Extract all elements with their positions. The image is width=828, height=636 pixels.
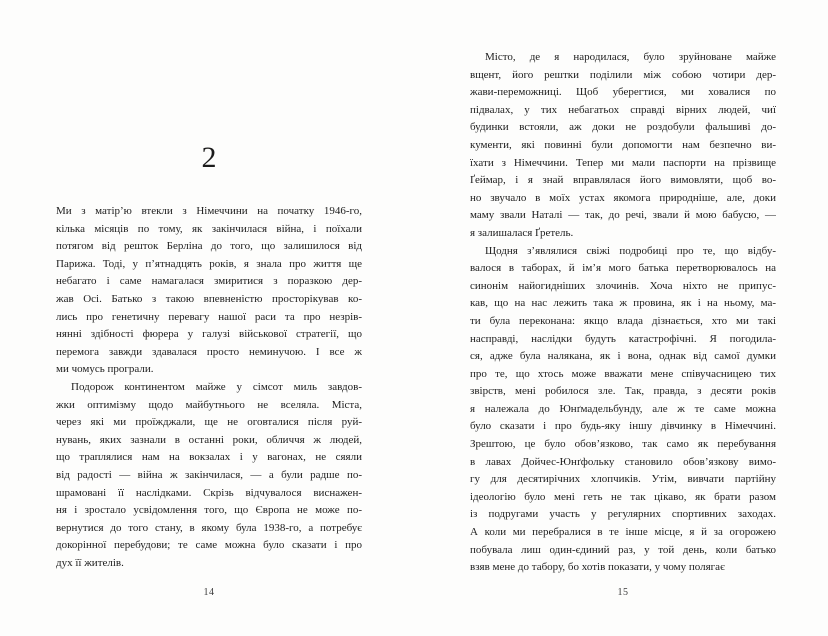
text-line: ми чомусь програли.	[56, 363, 154, 376]
text-line: докорінної перебудови; те саме можна було сказати і про	[56, 539, 362, 552]
text-line: жки оптимізму щодо майбутнього не вселяла. Міста,	[56, 398, 362, 411]
text-line: було сказати і про будь-яку іншу дівчинку в Німеччині.	[470, 420, 776, 433]
text-line: синонім найогидніших злочинів. Хоча ніхто не припус-	[470, 279, 776, 292]
text-line: ня і зростало усвідомлення того, що Європа не може по-	[56, 504, 362, 517]
text-line: Парижа. Тоді, у п’ятнадцять років, я знала про життя ще	[56, 257, 362, 270]
text-line: вщент, його рештки поділили між собою чотири дер-	[470, 68, 776, 81]
page-right	[470, 0, 776, 636]
text-line: від радості — війна ж закінчилася, — а були радше по-	[56, 468, 362, 481]
text-line: звірств, мені робилося зле. Так, правда, з десяти років	[470, 385, 776, 398]
text-line: в лавах Дойчес-Юнґфольку становило обов’язкову вимо-	[470, 455, 776, 468]
text-line: кав, що на нас лежить така ж провина, як і на ньому, ма-	[470, 297, 776, 310]
text-line: кументи, які повинні були допомогти нам безпечно ви-	[470, 138, 776, 151]
text-line: валося в таборах, й ім’я мого батька перетворювалось на	[470, 262, 776, 275]
page-number-left: 14	[203, 587, 215, 598]
text-line: підвалах, у тих небагатьох справді вірних людей, чиї	[470, 103, 776, 116]
text-line: небагато і саме намагалася змиритися з поразкою дер-	[56, 275, 362, 288]
text-line: лись про генетичну перевагу нашої раси та про незрів-	[56, 310, 362, 323]
page-left-text	[56, 203, 362, 572]
text-line: перемога завжди здавалася просто неминучою. І все ж	[56, 345, 362, 358]
text-line: насправді, наслідки будуть катастрофічні. Я погодила-	[470, 332, 776, 345]
text-line: Зрештою, це було обов’язково, так само як перебування	[470, 438, 776, 451]
text-line: нувань, яких зазнали в останні роки, обличчя ж людей,	[56, 433, 362, 446]
text-line: взяв мене до табору, бо хотів показати, у чому полягає	[470, 561, 725, 574]
text-line: Ми з матір’ю втекли з Німеччини на початку 1946-го,	[56, 205, 362, 217]
chapter-number: 2	[201, 141, 217, 174]
text-line: із подругами участь у регулярних спортивних заходах.	[470, 508, 776, 521]
text-line: Подорож континентом майже у сімсот миль завдов-	[71, 380, 362, 393]
text-line: ся, адже була налякана, як і вона, однак від самої думки	[470, 350, 776, 363]
text-line: їхати з Німеччини. Тепер ми мали паспорти на прізвище	[470, 156, 776, 169]
text-line: ти була переконана: якщо влада дізнається, хто ми такі	[470, 314, 776, 327]
text-line: шрамовані її наслідками. Скрізь відчувалося виснажен-	[56, 486, 362, 499]
text-line: Місто, де я народилася, було зруйноване майже	[485, 51, 776, 63]
text-line: дух її жителів.	[56, 556, 124, 569]
text-line: А коли ми перебралися в те інше місце, я й за огорожею	[470, 526, 776, 539]
text-line: через які ми проїжджали, ще не оговталися після руй-	[56, 416, 362, 429]
text-line: маму звали Наталі — так, до речі, звали й мою бабусю, —	[470, 209, 776, 222]
page-number-right: 15	[617, 587, 629, 598]
text-line: я залишалася Ґретель.	[470, 226, 574, 239]
text-line: гу для десятирічних хлопчиків. Утім, вивчати партійну	[470, 473, 776, 486]
text-line: Щодня з’являлися свіжі подробиці про те, що відбу-	[485, 244, 776, 257]
text-line: побувала лиш один-єдиний раз, у той день, коли батько	[470, 543, 776, 556]
text-line: но звучало в моїх устах якомога природніше, але, доки	[470, 191, 776, 204]
text-line: жав Осі. Батько з такою впевненістю просторікував ко-	[56, 292, 362, 305]
text-line: що траплялися нам на вокзалах і у вагонах, не сяяли	[56, 451, 362, 464]
page-left	[56, 0, 362, 636]
text-line: жави-переможниці. Щоб уберегтися, ми ховалися по	[470, 86, 776, 99]
page-right-text	[470, 49, 776, 577]
text-line: вернутися до того стану, в якому була 1938-го, а потребує	[56, 521, 362, 534]
text-line: кілька місяців по тому, як закінчилася війна, і поїхали	[56, 222, 362, 235]
text-line: Ґеймар, і я знай вправлялася його вимовляти, щоб во-	[470, 174, 776, 187]
text-line: нянні здібності фюрера у галузі військової стратегії, що	[56, 328, 362, 341]
text-line: потягом від решток Берліна до того, що залишилося від	[56, 240, 362, 253]
text-line: про те, що хтось може вважати мене співучасницею тих	[470, 367, 776, 380]
text-line: я належала до Юнґмадельбунду, але ж те саме можна	[470, 402, 776, 415]
text-line: будинки встояли, аж доки не роздобули фальшиві до-	[470, 121, 776, 134]
text-line: ідеологію було мені геть не так цікаво, як брати разом	[470, 490, 776, 503]
